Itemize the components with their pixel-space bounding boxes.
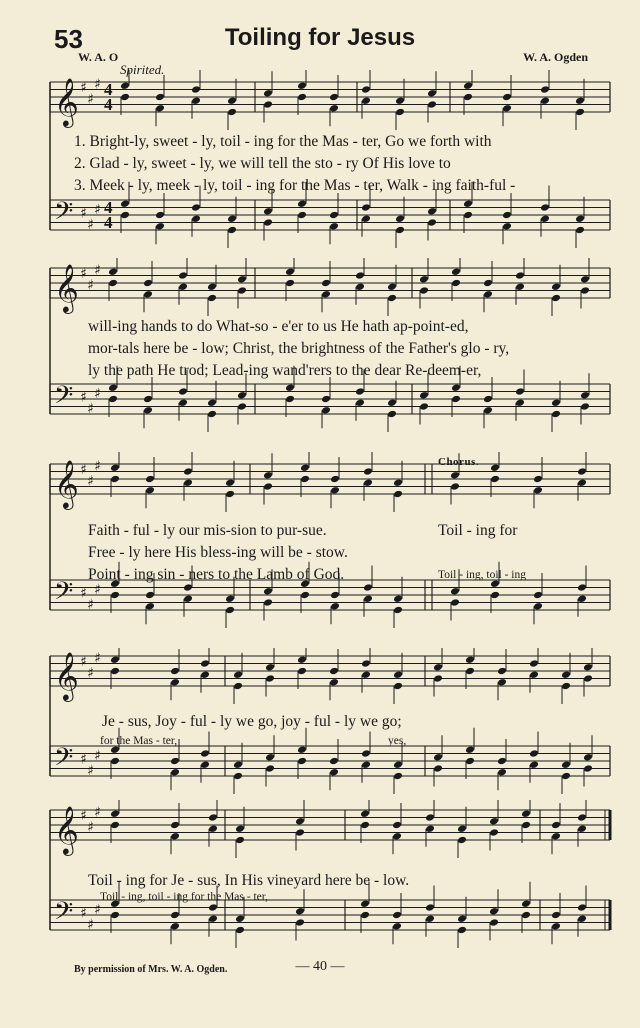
svg-text:♯: ♯ [80,266,87,282]
svg-text:♯: ♯ [80,808,87,824]
svg-text:♯: ♯ [87,91,94,108]
author-initials: W. A. O [78,50,119,64]
svg-text:4: 4 [104,198,113,217]
lyric-system2-verse3: ly the path He trod; Lead-ing wand'rers to the dear Re-deem-er, [88,362,482,379]
lyric-system3-verse2: Free - ly here His bless-ing will be - stow. [88,544,348,561]
svg-text:♯: ♯ [80,654,87,670]
svg-text:♯: ♯ [80,585,87,602]
svg-text:♯: ♯ [87,819,94,836]
svg-text:♯: ♯ [94,385,101,402]
svg-text:♯: ♯ [87,216,94,233]
permission-note: By permission of Mrs. W. A. Ogden. [74,964,228,975]
svg-text:𝄢: 𝄢 [54,381,74,416]
svg-text:♯: ♯ [80,80,87,96]
svg-text:♯: ♯ [94,458,101,475]
svg-text:♯: ♯ [80,462,87,478]
svg-text:♯: ♯ [94,804,101,821]
svg-text:♯: ♯ [94,76,101,93]
chorus-label: Chorus. [438,456,480,468]
lyric-system1-verse3: 3. Meek - ly, meek - ly, toil - ing for the Mas - ter, Walk - ing faith-ful - [74,177,516,194]
hymn-number: 53 [54,24,83,54]
lyric-system4-chorus: Je - sus, Joy - ful - ly we go, joy - ful - ly we go; [102,713,402,730]
lyric-system3-chorus-bass: Toil - ing, toil - ing [438,569,526,581]
system-2-staves [0,258,640,458]
composer-name: W. A. Ogden [523,50,588,64]
tempo-marking: Spirited. [120,62,165,77]
svg-text:♯: ♯ [94,747,101,764]
svg-text:4: 4 [104,213,113,232]
svg-text:𝄢: 𝄢 [54,743,74,778]
svg-text:♯: ♯ [87,762,94,779]
page-number: — 40 — [295,959,345,974]
lyric-system1-verse2: 2. Glad - ly, sweet - ly, we will tell the sto - ry Of His love to [74,155,451,172]
svg-text:♯: ♯ [94,262,101,279]
svg-text:♯: ♯ [94,201,101,218]
svg-text:♯: ♯ [94,581,101,598]
lyric-system5-chorus: Toil - ing for Je - sus, In His vineyard here be - low. [88,872,410,889]
svg-text:♯: ♯ [80,905,87,922]
svg-text:♯: ♯ [87,473,94,490]
lyric-system4-bass-b: yes, [388,735,407,747]
svg-text:4: 4 [104,95,113,114]
svg-text:𝄢: 𝄢 [54,197,74,232]
svg-text:♯: ♯ [87,665,94,682]
lyric-system3-chorus: Toil - ing for [438,522,518,539]
lyric-system3-verse3: Point - ing sin - ners to the Lamb of God. [88,566,345,583]
svg-text:4: 4 [104,80,113,99]
svg-text:♯: ♯ [94,901,101,918]
svg-text:♯: ♯ [87,596,94,613]
lyric-system5-bass: Toil - ing, toil - ing for the Mas - ter, [100,891,269,903]
svg-text:♯: ♯ [80,389,87,406]
svg-text:𝄞: 𝄞 [54,77,79,126]
svg-text:♯: ♯ [80,205,87,222]
lyric-system4-bass-a: for the Mas - ter, [100,735,178,747]
svg-text:𝄢: 𝄢 [54,577,74,612]
svg-text:𝄞: 𝄞 [54,459,79,508]
hymn-title: Toiling for Jesus [224,24,416,51]
lyric-system2-verse2: mor-tals here be - low; Christ, the brightness of the Father's glo - ry, [88,340,510,357]
svg-text:𝄞: 𝄞 [54,263,79,312]
svg-text:♯: ♯ [87,916,94,933]
svg-text:𝄢: 𝄢 [54,897,74,932]
lyric-system1-verse1: 1. Bright-ly, sweet - ly, toil - ing for the Mas - ter, Go we forth with [74,133,492,150]
lyric-system3-verse1: Faith - ful - ly our mis-sion to pur-sue. [88,522,327,539]
lyric-system2-verse1: will-ing hands to do What-so - e'er to us He hath ap-point-ed, [88,318,469,335]
svg-text:♯: ♯ [87,400,94,417]
svg-text:𝄞: 𝄞 [54,651,79,700]
svg-text:♯: ♯ [80,751,87,768]
svg-text:♯: ♯ [94,650,101,667]
svg-text:♯: ♯ [87,277,94,294]
svg-text:𝄞: 𝄞 [54,805,79,854]
